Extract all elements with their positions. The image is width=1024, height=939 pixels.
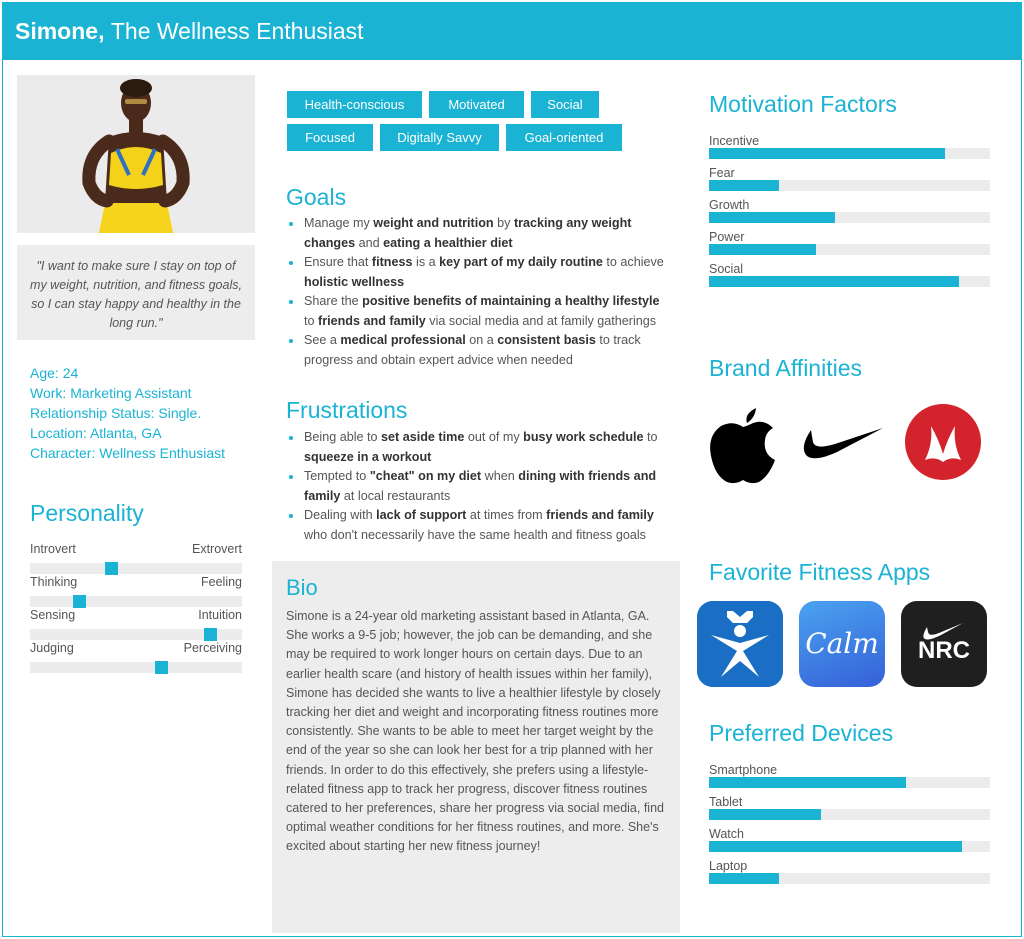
item-text: at local restaurants xyxy=(340,488,451,503)
emphasis-text: friends and family xyxy=(546,508,654,522)
device-label: Laptop xyxy=(709,859,748,873)
apple-logo-icon xyxy=(703,400,783,485)
devices-heading: Preferred Devices xyxy=(709,720,894,746)
motivation-meter xyxy=(709,134,990,150)
scale-knob xyxy=(73,595,86,608)
scale-labels xyxy=(30,575,242,591)
nike-run-club-app-icon xyxy=(901,601,987,687)
item-text: is a xyxy=(412,255,440,269)
device-meter xyxy=(709,795,990,811)
fact-relationship: Relationship Status: Single. xyxy=(30,405,202,421)
persona-photo xyxy=(17,75,255,233)
scale-left-label: Sensing xyxy=(30,608,76,622)
item-text: to xyxy=(643,430,658,444)
emphasis-text: eating a healthier diet xyxy=(383,235,513,250)
meter-fill xyxy=(709,180,779,191)
list-item xyxy=(287,292,672,331)
scale-track xyxy=(30,662,242,673)
scale-right-label: Intuition xyxy=(198,608,242,622)
bio-heading: Bio xyxy=(286,575,318,600)
motivation-label: Social xyxy=(709,262,744,276)
item-text: Tempted to xyxy=(304,469,370,483)
emphasis-text: lack of support xyxy=(376,508,467,522)
item-text: and xyxy=(355,235,384,250)
lululemon-logo-icon xyxy=(903,400,983,485)
frustrations-list xyxy=(287,428,672,545)
tag-focused: Focused xyxy=(287,124,373,151)
emphasis-text: busy work schedule xyxy=(523,430,644,444)
list-item xyxy=(287,506,672,545)
nrc-app-label: NRC xyxy=(918,637,970,664)
item-text: via social media and at family gatherings xyxy=(425,313,657,328)
personality-scale xyxy=(30,575,242,591)
goals-heading: Goals xyxy=(286,184,347,210)
device-meter xyxy=(709,763,990,779)
motivation-meter xyxy=(709,230,990,246)
item-text: Manage my xyxy=(304,216,374,230)
emphasis-text: consistent basis xyxy=(497,333,596,347)
emphasis-text: dining with friends and family xyxy=(304,469,657,503)
list-item xyxy=(287,428,672,467)
calm-app-icon xyxy=(799,601,885,687)
meter-fill xyxy=(709,777,906,788)
device-label: Tablet xyxy=(709,795,743,809)
personality-heading: Personality xyxy=(30,500,144,526)
meter-fill xyxy=(709,148,945,159)
item-text: to xyxy=(304,313,319,328)
emphasis-text: friends and family xyxy=(318,313,426,328)
tag-goal-oriented: Goal-oriented xyxy=(506,124,622,151)
scale-track xyxy=(30,563,242,574)
list-item xyxy=(287,253,672,292)
persona-name: Simone, xyxy=(15,18,105,44)
item-text: by xyxy=(493,216,514,230)
scale-right-label: Feeling xyxy=(201,575,242,589)
scale-labels xyxy=(30,608,242,624)
scale-knob xyxy=(155,661,168,674)
meter-fill xyxy=(709,244,816,255)
scale-left-label: Judging xyxy=(30,641,74,655)
motivation-label: Incentive xyxy=(709,134,760,148)
motivation-label: Growth xyxy=(709,198,750,212)
motivation-heading: Motivation Factors xyxy=(709,91,897,117)
item-text: out of my xyxy=(464,430,524,444)
scale-right-label: Extrovert xyxy=(191,542,242,556)
motivation-meter xyxy=(709,262,990,278)
personality-scale xyxy=(30,641,242,657)
emphasis-text: key part of my daily routine xyxy=(439,255,603,269)
emphasis-text: weight and nutrition xyxy=(373,216,494,230)
tag-motivated: Motivated xyxy=(429,91,524,118)
emphasis-text: fitness xyxy=(371,255,413,269)
device-label: Watch xyxy=(709,827,744,841)
scale-labels xyxy=(30,641,242,657)
scale-left-label: Introvert xyxy=(30,542,76,556)
item-text: to track progress and obtain expert advice when needed xyxy=(304,333,641,367)
motivation-meter xyxy=(709,166,990,182)
meter-fill xyxy=(709,212,835,223)
bio-text: Simone is a 24-year old marketing assistant based in Atlanta, GA. She works a 9-5 job; however, the job can be demanding, and she may be required to work longer hours on certain days. Due to an earlier health scare (and history of health issues within her family), Simone has decided she wants to live a healthier lifestyle by closely tracking her diet and weight and incorporating fitness routines more consistently. She wants to be able to meet her target weight by the end of the year so she can look her best for a trip planned with her friends. In order to do this effectively, she prefers using a lifestyle-related fitness app to track her progress, discover fitness routines catered to her preferences, share her progress via social media, find optimal weather conditions for her fitness routines, and more. She's excited about starting her new fitness journey! xyxy=(286,609,664,854)
motivation-meter xyxy=(709,198,990,214)
list-item xyxy=(287,331,672,370)
brands-heading: Brand Affinities xyxy=(709,355,863,381)
calm-app-label: Calm xyxy=(805,627,879,660)
persona-role: The Wellness Enthusiast xyxy=(110,18,364,44)
device-meter xyxy=(709,859,990,875)
item-text: Ensure that xyxy=(304,255,372,269)
emphasis-text: set aside time xyxy=(381,430,465,444)
scale-track xyxy=(30,596,242,607)
item-text: on a xyxy=(465,333,498,347)
meter-fill xyxy=(709,873,779,884)
emphasis-text: positive benefits of maintaining a healthy lifestyle xyxy=(362,294,660,308)
item-text: Share the xyxy=(304,294,363,308)
scale-knob xyxy=(105,562,118,575)
persona-facts xyxy=(30,363,225,463)
meter-fill xyxy=(709,276,959,287)
item-text: Being able to xyxy=(304,430,382,444)
emphasis-text: "cheat" on my diet xyxy=(369,469,482,483)
motivation-label: Power xyxy=(709,230,745,244)
nike-logo-icon xyxy=(797,400,887,485)
apps-heading: Favorite Fitness Apps xyxy=(709,559,931,585)
list-item xyxy=(287,214,672,253)
item-text: See a xyxy=(304,333,341,347)
tag-social: Social xyxy=(531,91,599,118)
fact-age: Age: 24 xyxy=(30,365,79,381)
myfitnesspal-app-icon xyxy=(697,601,783,687)
tag-health-conscious: Health-conscious xyxy=(287,91,422,118)
item-text: at times from xyxy=(466,508,547,522)
item-text: to achieve xyxy=(602,255,664,269)
header-bar xyxy=(3,3,1021,60)
personality-scale xyxy=(30,542,242,558)
tag-digitally-savvy: Digitally Savvy xyxy=(380,124,499,151)
motivation-label: Fear xyxy=(709,166,735,180)
fact-location: Location: Atlanta, GA xyxy=(30,425,162,441)
fact-work: Work: Marketing Assistant xyxy=(30,385,192,401)
goals-list xyxy=(287,214,672,370)
persona-title xyxy=(15,18,364,45)
scale-labels xyxy=(30,542,242,558)
emphasis-text: squeeze in a workout xyxy=(304,449,432,464)
bio-panel xyxy=(272,561,680,933)
persona-quote: "I want to make sure I stay on top of my weight, nutrition, and fitness goals, so I can stay happy and healthy in the long run." xyxy=(17,245,255,340)
item-text: Dealing with xyxy=(304,508,377,522)
personality-scale xyxy=(30,608,242,624)
fact-character: Character: Wellness Enthusiast xyxy=(30,445,226,461)
scale-left-label: Thinking xyxy=(30,575,78,589)
meter-fill xyxy=(709,809,821,820)
emphasis-text: medical professional xyxy=(340,333,466,347)
item-text: when xyxy=(481,469,519,483)
device-label: Smartphone xyxy=(709,763,778,777)
meter-fill xyxy=(709,841,962,852)
scale-knob xyxy=(204,628,217,641)
list-item xyxy=(287,467,672,506)
device-meter xyxy=(709,827,990,843)
emphasis-text: tracking any weight changes xyxy=(304,216,632,250)
frustrations-heading: Frustrations xyxy=(286,397,408,423)
scale-right-label: Perceiving xyxy=(183,641,242,655)
woman-photo-icon xyxy=(17,75,255,233)
item-text: who don't necessarily have the same health and fitness goals xyxy=(304,527,646,542)
emphasis-text: holistic wellness xyxy=(304,274,405,289)
